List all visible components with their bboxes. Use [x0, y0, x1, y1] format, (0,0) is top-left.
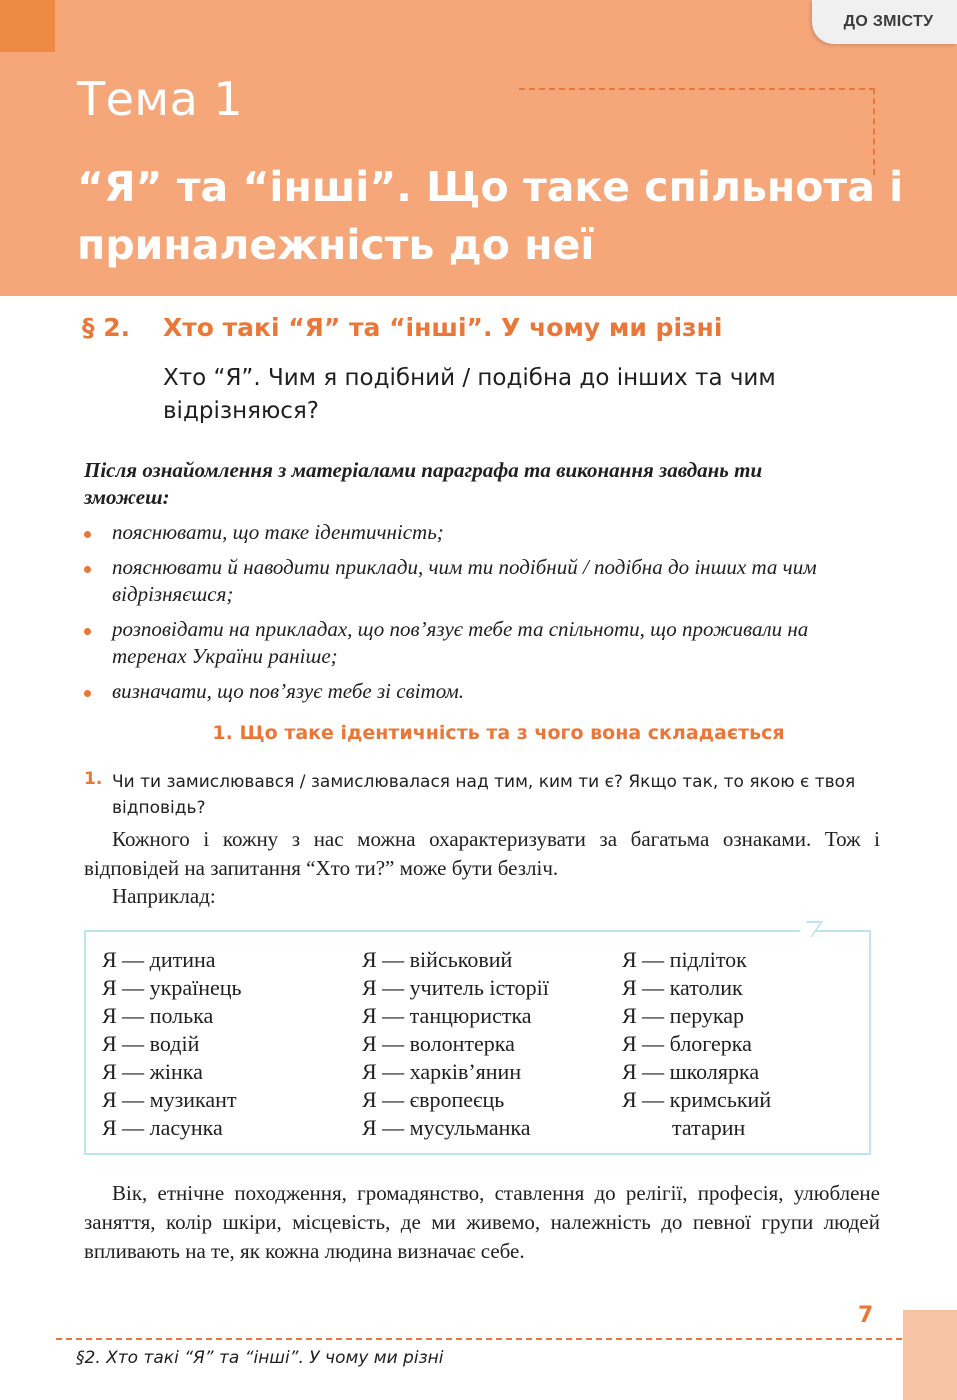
example-item: Я — кримський [622, 1087, 772, 1112]
example-item: Я — волонтерка [362, 1031, 515, 1056]
theme-label: Тема 1 [77, 72, 244, 126]
example-item: Я — військовий [362, 947, 513, 972]
goals-list [84, 519, 844, 713]
example-item: Я — харків’янин [362, 1059, 522, 1084]
goals-intro: Після ознайомлення з матеріалами параграфа та виконання завдань ти зможеш: [84, 458, 763, 509]
goal-item [84, 616, 844, 670]
corner-accent [0, 0, 55, 52]
goal-item [84, 678, 844, 705]
example-item: Я — перукар [622, 1003, 745, 1028]
example-item: Я — дитина [102, 947, 216, 972]
example-item: Я — європеєць [362, 1087, 505, 1112]
example-item: Я — водій [102, 1031, 200, 1056]
example-item: Я — підліток [622, 947, 747, 972]
example-item: Я — музикант [102, 1087, 237, 1112]
example-item: Я — учитель історії [362, 975, 549, 1000]
examples-column-3 [622, 946, 771, 1142]
running-title: §2. Хто такі “Я” та “інші”. У чому ми різні [76, 1348, 444, 1368]
topic-header-band [0, 0, 957, 296]
examples-column-1 [102, 946, 242, 1142]
example-item: Я — жінка [102, 1059, 203, 1084]
question-text: Чи ти замислювався / замислювалася над тим, ким ти є? Якщо так, то якою є твоя відповідь? [112, 772, 856, 818]
footer-divider [56, 1338, 902, 1340]
examples-column-2 [362, 946, 549, 1142]
example-item: Я — полька [102, 1003, 214, 1028]
example-item: Я — мусульманка [362, 1115, 531, 1140]
page-number: 7 [858, 1303, 874, 1328]
goal-text: пояснювати й наводити приклади, чим ти подібний / подібна до інших та чим відрізняєшся; [112, 555, 817, 606]
footer-accent [903, 1310, 957, 1400]
question-number: 1. [84, 769, 103, 789]
goal-text: розповідати на прикладах, що пов’язує тебе та спільноти, що проживали на теренах України раніше; [112, 617, 809, 668]
bullet-icon [84, 690, 91, 697]
bullet-icon [84, 566, 91, 573]
speech-notch [796, 921, 823, 937]
example-label: Наприклад: [112, 884, 216, 908]
example-item: Я — ласунка [102, 1115, 223, 1140]
example-item-continuation: татарин [672, 1115, 746, 1140]
goal-text: пояснювати, що таке ідентичність; [112, 520, 444, 544]
bullet-icon [84, 531, 91, 538]
paragraph-subtitle: Хто “Я”. Чим я подібний / подібна до інших та чим відрізняюся? [163, 365, 776, 424]
goal-item [84, 554, 844, 608]
goal-text: визначати, що пов’язує тебе зі світом. [112, 679, 465, 703]
section-heading: 1. Що таке ідентичність та з чого вона складається [212, 722, 785, 744]
theme-title: “Я” та “інші”. Що таке спільнота і приналежність до неї [77, 163, 904, 269]
bullet-icon [84, 628, 91, 635]
body-paragraph: Вік, етнічне походження, громадянство, ставлення до релігії, професія, улюблене заняття, колір шкіри, місцевість, де ми живемо, належність до певної групи людей впливають на те, як кожна людина визначає себе. [84, 1181, 880, 1263]
example-item: Я — блогерка [622, 1031, 752, 1056]
body-paragraph: Кожного і кожну з нас можна охарактеризувати за багатьма ознаками. Тож і відповідей на запитання “Хто ти?” може бути безліч. [84, 827, 880, 880]
example-item: Я — танцюристка [362, 1003, 532, 1028]
paragraph-number: § 2. [82, 313, 131, 342]
goal-item [84, 519, 844, 546]
example-item: Я — католик [622, 975, 743, 1000]
example-item: Я — школярка [622, 1059, 760, 1084]
paragraph-title: Хто такі “Я” та “інші”. У чому ми різні [163, 313, 723, 342]
toc-button[interactable]: ДО ЗМІСТУ [812, 0, 957, 44]
example-item: Я — українець [102, 975, 242, 1000]
